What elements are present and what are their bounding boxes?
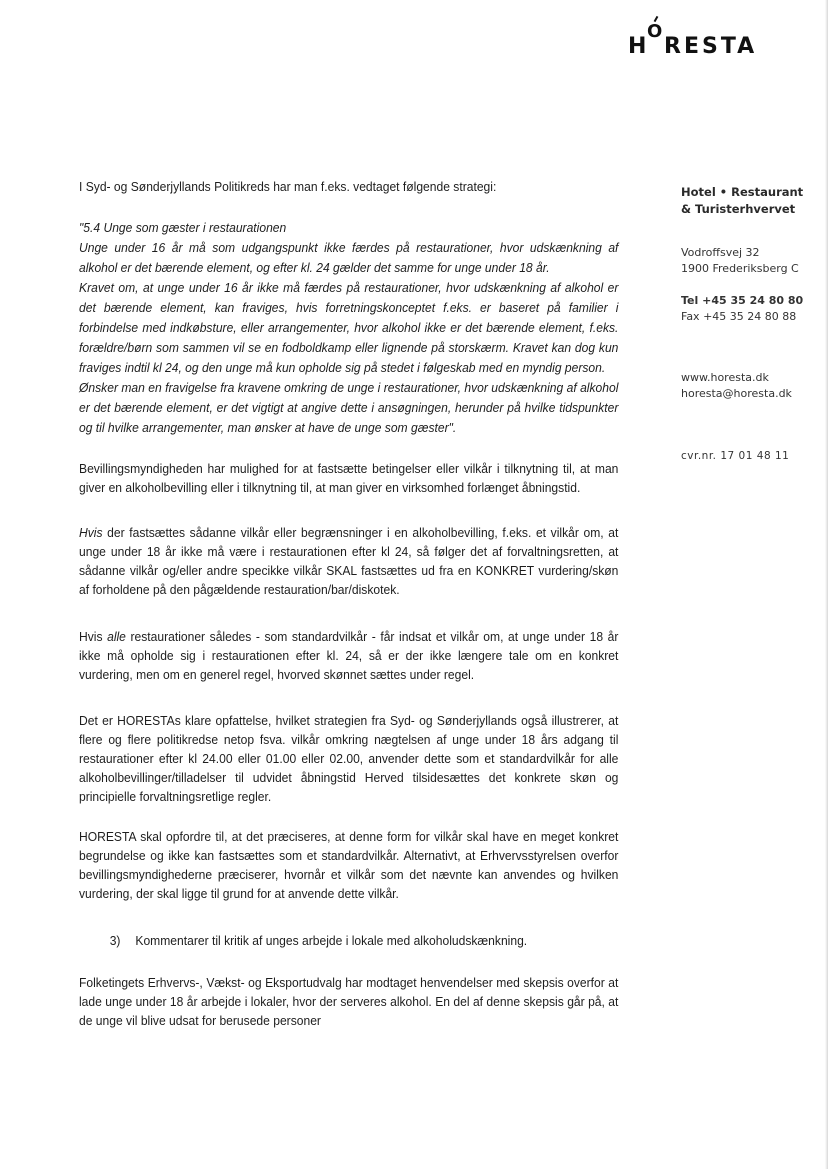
paragraph-3 — [79, 627, 618, 684]
item-text: Kommentarer til kritik af unges arbejde i lokale med alkoholudskænkning. — [135, 933, 528, 948]
quote-paragraph-2: Kravet om, at unge under 16 år ikke må færdes på restaurationer, hvor udskænkning af alkohol er det bærende element, kan fraviges, hvis forretningskonceptet f.eks. er baseret på familier i forbindelse med indkøbsture, eller arrangementer, hvor alkohol ikke er det bærende element, f.eks. forældre/børn som sammen vil se en fodboldkamp eller lignende på storskærm. Kravet kan dog kun fraviges indtil kl 24, og den unge må kun opholde sig på stedet i følgeskab med en myndig person. — [79, 280, 619, 375]
paragraph-2-emphasis: Hvis — [79, 525, 103, 540]
company-address — [681, 245, 828, 277]
quote-title: "5.4 Unge som gæster i restaurationen — [79, 220, 287, 235]
item-number: 3) — [109, 933, 121, 948]
email-link[interactable]: horesta@horesta.dk — [681, 387, 792, 400]
phone-fax: Fax +45 35 24 80 88 — [681, 310, 797, 323]
website-link[interactable]: www.horesta.dk — [681, 371, 769, 384]
paragraph-3-emphasis: alle — [107, 629, 126, 644]
quote-paragraph-3: Ønsker man en fravigelse fra kravene omkring de unge i restaurationer, hvor udskænkning af alkohol er det bærende element, er det vigtigt at angive dette i ansøgningen, herunder på hvilke tidspunkter og til hvilke arrangementer, man ønsker at have de unge som gæster". — [79, 380, 619, 435]
logo-letters-resta: RESTA — [664, 34, 758, 59]
phone-tel: Tel +45 35 24 80 80 — [681, 294, 804, 307]
paragraph-4: Det er HORESTAs klare opfattelse, hvilket strategien fra Syd- og Sønderjyllands også illustrerer, at flere og flere politikredse netop fsva. vilkår omkring nægtelsen af unge under 18 års adgang til restaurationer efter kl 24.00 eller 01.00 eller 02.00, anvender dette som et standardvilkår for alle alkoholbevillinger/tilladelser til udvidet åbningstid Herved tilsidesættes det konkrete skøn og principielle forvaltningsretlige regler. — [79, 713, 619, 804]
logo-letter-o: O — [647, 21, 663, 42]
paragraph-2 — [79, 523, 618, 599]
paragraph-7: Folketingets Erhvervs-, Vækst- og Eksportudvalg har modtaget henvendelser med skepsis overfor at lade unge under 18 år arbejde i lokaler, hvor der serveres alkohol. En del af denne skepsis går på, at de unge vil blive udsat for berusede personer — [79, 975, 619, 1028]
paragraph-3-text: restaurationer således - som standardvilkår - får indsat et vilkår om, at unge under 18 år ikke må opholde sig i restaurationen efter kl. 24, så er der ikke længere tale om en konkret vurdering, men om en generel regel, hvorved skønnet sættes under regel. — [79, 629, 619, 682]
quote-paragraph-1: Unge under 16 år må som udgangspunkt ikke færdes på restaurationer, hvor udskænkning af alkohol er det bærende element, og efter kl. 24 gælder det samme for unge under 18 år. — [79, 240, 619, 275]
company-line-1: Hotel • Restaurant — [681, 185, 804, 199]
company-phone — [681, 293, 828, 325]
paragraph-5: HORESTA skal opfordre til, at det præciseres, at denne form for vilkår skal have en meget konkret begrundelse og ikke kan fastsættes som et standardvilkår. Alternativt, at Erhvervsstyrelsen overfor bevillingsmyndighederne præciserer, hvornår et vilkår som det nævnte kan anvendes og hvilken vurdering, der skal ligge til grund for at anvende dette vilkår. — [79, 829, 619, 901]
paragraph-intro: I Syd- og Sønderjyllands Politikreds har man f.eks. vedtaget følgende strategi: — [79, 179, 497, 194]
company-line-2: & Turisterhvervet — [681, 202, 796, 216]
company-web — [681, 370, 828, 402]
paragraph-2-text: der fastsættes sådanne vilkår eller begrænsninger i en alkoholbevilling, f.eks. et vilkår om, at unge under 18 år ikke må være i restaurationen efter kl 24, så følger det af forvaltningsretten, at sådanne vilkår og/eller andre specikke vilkår SKAL fastsættes ud fra en KONKRET vurdering/skøn af forholdene på den pågældende restauration/bar/diskotek. — [79, 525, 619, 597]
paragraph-3-start: Hvis — [79, 629, 108, 644]
company-name — [681, 184, 821, 218]
numbered-heading-3 — [110, 931, 612, 950]
address-street: Vodroffsvej 32 — [681, 246, 760, 259]
paragraph-1: Bevillingsmyndigheden har mulighed for at fastsætte betingelser eller vilkår i tilknytning til, at man giver en alkoholbevilling eller i tilknytning til, at man giver en virksomhed forlænget åbningstid. — [79, 461, 619, 495]
company-cvr: cvr.nr. 17 01 48 11 — [681, 450, 790, 462]
address-city: 1900 Frederiksberg C — [681, 262, 799, 275]
horesta-logo — [628, 20, 788, 60]
letterhead-sidebar — [681, 184, 821, 462]
quoted-strategy — [79, 218, 618, 438]
logo-letter-h: H — [628, 34, 648, 59]
